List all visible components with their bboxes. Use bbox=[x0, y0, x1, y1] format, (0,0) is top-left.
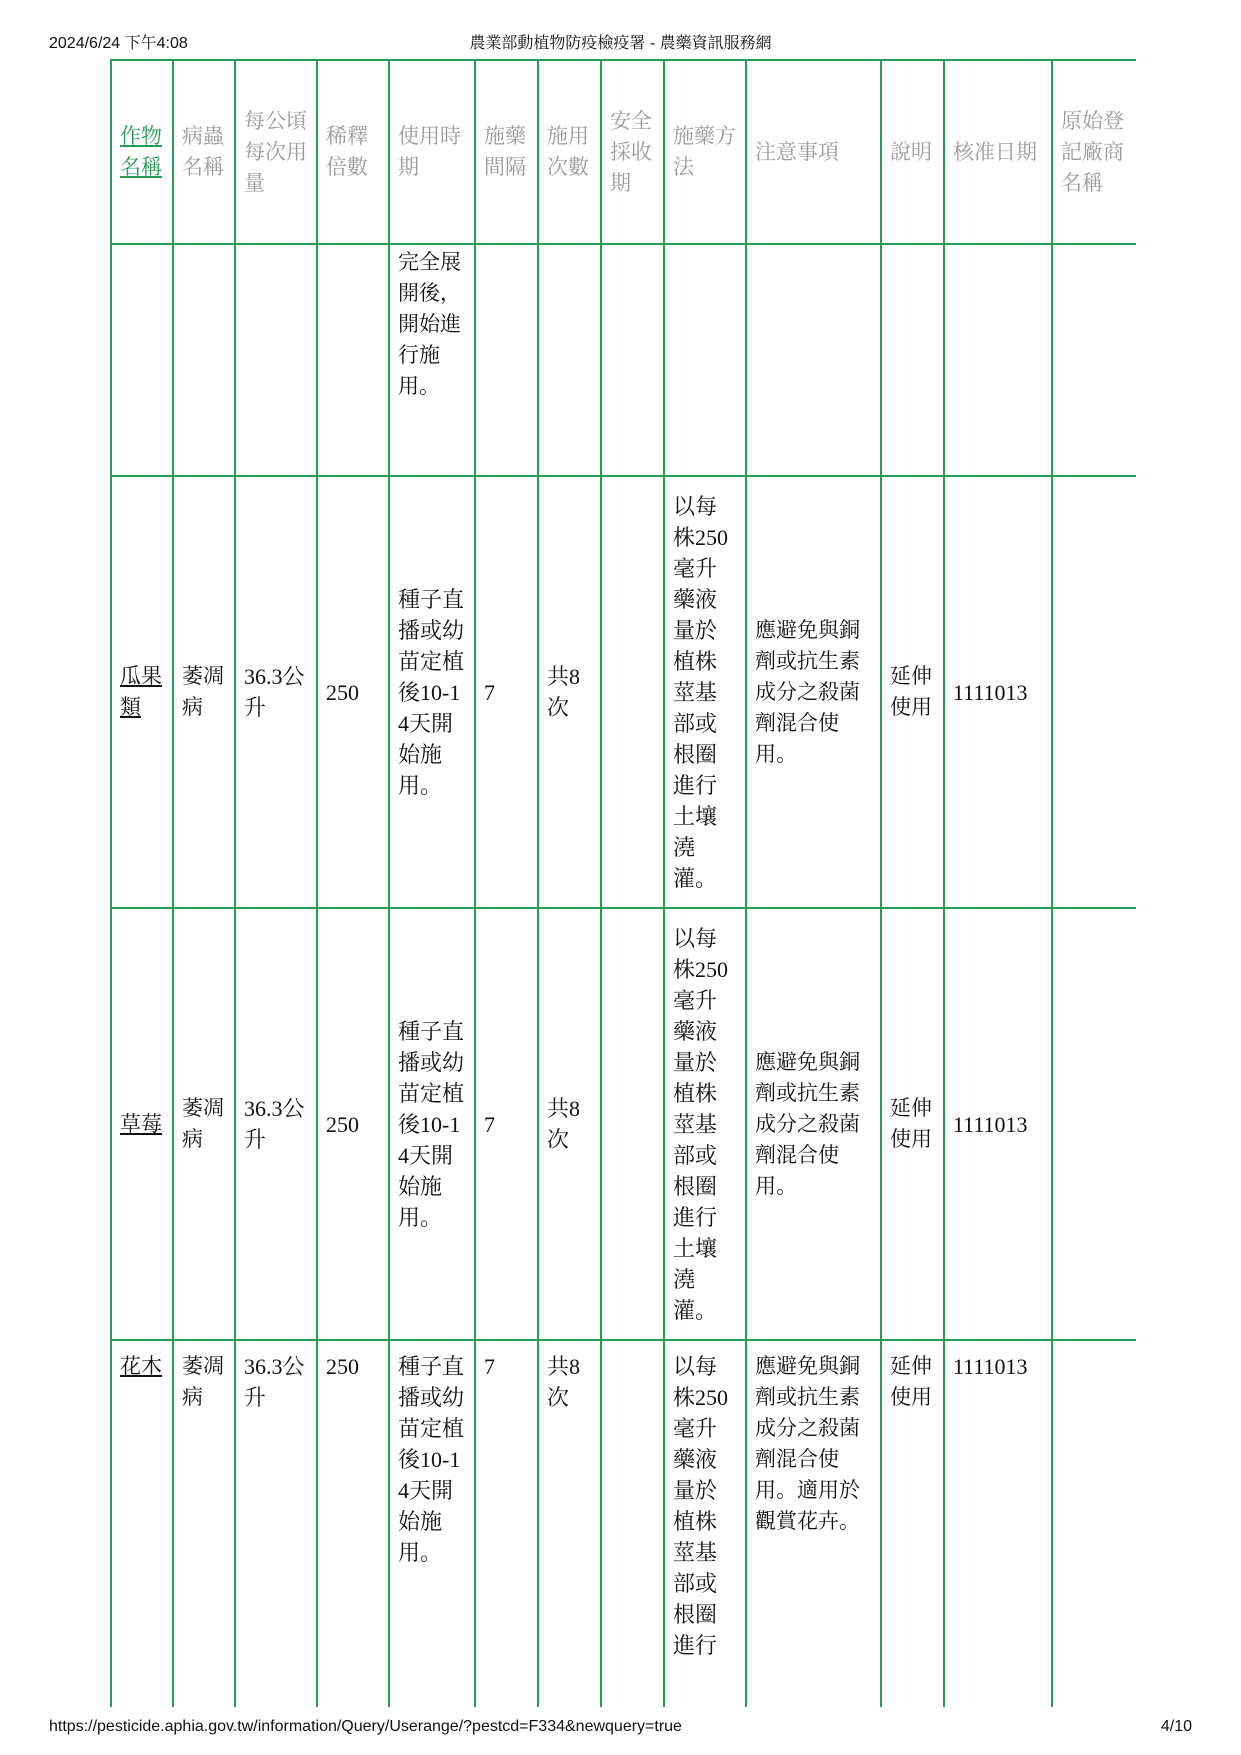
cell-registrant bbox=[1052, 1340, 1136, 1707]
header-notes: 注意事項 bbox=[746, 60, 881, 244]
cell-pest: 萎凋病 bbox=[173, 1340, 235, 1707]
cell-notes: 應避免與銅劑或抗生素成分之殺菌劑混合使用。適用於觀賞花卉。 bbox=[746, 1340, 881, 1707]
cell-times: 共8次 bbox=[538, 908, 601, 1340]
cell-notes: 應避免與銅劑或抗生素成分之殺菌劑混合使用。 bbox=[746, 476, 881, 908]
cell-crop bbox=[111, 908, 173, 1340]
cell-date: 1111013 bbox=[944, 908, 1052, 1340]
cell-dose bbox=[235, 244, 317, 476]
table-row bbox=[111, 908, 1136, 1340]
pesticide-usage-table bbox=[110, 59, 1136, 1707]
crop-link[interactable]: 草莓 bbox=[120, 1111, 162, 1136]
cell-timing: 種子直播或幼苗定植後10-14天開始施用。 bbox=[389, 1340, 475, 1707]
cell-dose: 36.3公升 bbox=[235, 476, 317, 908]
print-footer bbox=[0, 1718, 1241, 1742]
cell-phi bbox=[601, 244, 664, 476]
cell-desc: 延伸使用 bbox=[881, 908, 944, 1340]
cell-dilution: 250 bbox=[317, 1340, 389, 1707]
cell-times: 共8次 bbox=[538, 476, 601, 908]
cell-date bbox=[944, 244, 1052, 476]
header-dose: 每公頃每次用量 bbox=[235, 60, 317, 244]
cell-date: 1111013 bbox=[944, 1340, 1052, 1707]
cell-registrant bbox=[1052, 476, 1136, 908]
crop-link[interactable]: 花木 bbox=[120, 1354, 162, 1378]
cell-dilution bbox=[317, 244, 389, 476]
header-date: 核准日期 bbox=[944, 60, 1052, 244]
cell-notes bbox=[746, 244, 881, 476]
header-times: 施用次數 bbox=[538, 60, 601, 244]
header-phi: 安全採收期 bbox=[601, 60, 664, 244]
cell-method: 以每株250毫升藥液量於植株莖基部或根圈進行土壤澆灌。 bbox=[664, 476, 746, 908]
cell-desc bbox=[881, 244, 944, 476]
table-row bbox=[111, 476, 1136, 908]
header-pest: 病蟲名稱 bbox=[173, 60, 235, 244]
cell-phi bbox=[601, 1340, 664, 1707]
header-desc: 說明 bbox=[881, 60, 944, 244]
print-url: https://pesticide.aphia.gov.tw/information/Query/Userange/?pestcd=F334&newquery=true bbox=[49, 1718, 682, 1735]
print-header bbox=[0, 30, 1241, 54]
cell-dose: 36.3公升 bbox=[235, 908, 317, 1340]
table-row-continued bbox=[111, 244, 1136, 476]
cell-notes: 應避免與銅劑或抗生素成分之殺菌劑混合使用。 bbox=[746, 908, 881, 1340]
header-dilution: 稀釋倍數 bbox=[317, 60, 389, 244]
header-interval: 施藥間隔 bbox=[475, 60, 538, 244]
cell-crop bbox=[111, 244, 173, 476]
header-crop-sort-link[interactable]: 作物名稱 bbox=[111, 60, 173, 244]
print-page-title: 農業部動植物防疫檢疫署 - 農藥資訊服務網 bbox=[469, 35, 772, 52]
cell-crop bbox=[111, 476, 173, 908]
cell-date: 1111013 bbox=[944, 476, 1052, 908]
cell-interval bbox=[475, 244, 538, 476]
table-header-row bbox=[111, 60, 1136, 244]
cell-timing: 完全展開後，開始進行施用。 bbox=[389, 244, 475, 476]
cell-method: 以每株250毫升藥液量於植株莖基部或根圈進行 bbox=[664, 1340, 746, 1707]
cell-method: 以每株250毫升藥液量於植株莖基部或根圈進行土壤澆灌。 bbox=[664, 908, 746, 1340]
cell-phi bbox=[601, 908, 664, 1340]
cell-timing: 種子直播或幼苗定植後10-14天開始施用。 bbox=[389, 908, 475, 1340]
cell-registrant bbox=[1052, 244, 1136, 476]
cell-pest: 萎凋病 bbox=[173, 908, 235, 1340]
header-timing: 使用時期 bbox=[389, 60, 475, 244]
cell-method bbox=[664, 244, 746, 476]
cell-dilution: 250 bbox=[317, 476, 389, 908]
cell-crop bbox=[111, 1340, 173, 1707]
cell-registrant bbox=[1052, 908, 1136, 1340]
usage-table-container bbox=[110, 59, 1136, 1707]
header-registrant: 原始登記廠商名稱 bbox=[1052, 60, 1136, 244]
print-page-number: 4/10 bbox=[1160, 1718, 1192, 1735]
header-method: 施藥方法 bbox=[664, 60, 746, 244]
cell-dilution: 250 bbox=[317, 908, 389, 1340]
cell-interval: 7 bbox=[475, 476, 538, 908]
cell-desc: 延伸使用 bbox=[881, 476, 944, 908]
cell-timing: 種子直播或幼苗定植後10-14天開始施用。 bbox=[389, 476, 475, 908]
cell-pest bbox=[173, 244, 235, 476]
cell-desc: 延伸使用 bbox=[881, 1340, 944, 1707]
cell-interval: 7 bbox=[475, 908, 538, 1340]
print-datetime: 2024/6/24 下午4:08 bbox=[49, 35, 188, 52]
cell-pest: 萎凋病 bbox=[173, 476, 235, 908]
cell-times bbox=[538, 244, 601, 476]
cell-times: 共8次 bbox=[538, 1340, 601, 1707]
cell-dose: 36.3公升 bbox=[235, 1340, 317, 1707]
table-row bbox=[111, 1340, 1136, 1707]
cell-phi bbox=[601, 476, 664, 908]
cell-interval: 7 bbox=[475, 1340, 538, 1707]
crop-link[interactable]: 瓜果類 bbox=[120, 664, 162, 719]
